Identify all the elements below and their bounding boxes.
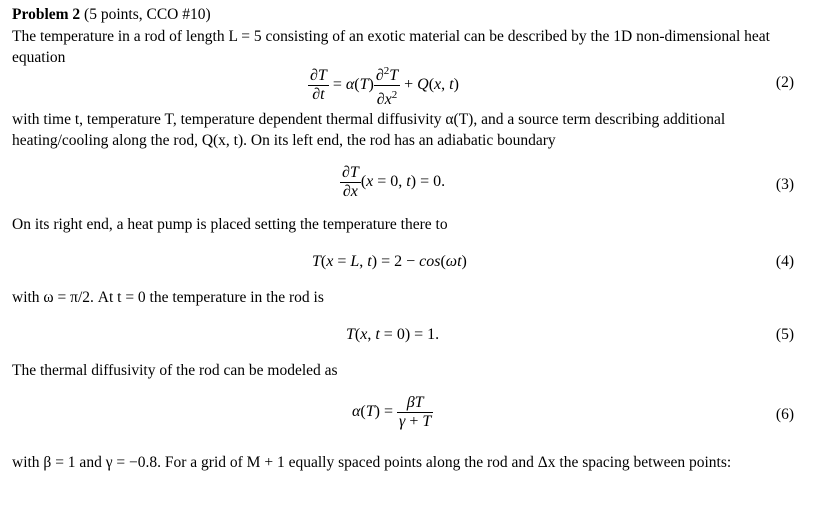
equation-4: [0, 253, 818, 293]
equation-number: (5): [775, 326, 794, 343]
initial-condition: T(x, t = 0) = 1.: [346, 326, 440, 343]
equation-number: (6): [775, 406, 794, 423]
heat-equation: $\frac{\partial T}{\partial t}$ = α(T) $\frac{\partial^2T}{\partial x^2}$ + Q(x, t): [310, 65, 459, 108]
equation-number: (3): [775, 176, 794, 193]
diffusivity-model: α(T) = $\frac{\beta T}{\gamma + T}$: [352, 394, 432, 430]
equation-number: (2): [775, 74, 794, 91]
problem-title: Problem 2: [12, 6, 81, 23]
equation-2: [0, 62, 818, 108]
adiabatic-boundary: $\frac{\partial T}{\partial x}$ (x = 0, t) = 0.: [342, 164, 446, 200]
final-paragraph: with β = 1 and γ = −0.8. For a grid of M + 1 equally spaced points along the rod and Δx the spacing between points:: [12, 454, 732, 471]
omega-paragraph: with ω = π/2. At t = 0 the temperature in the rod is: [12, 289, 324, 306]
equation-6: [0, 394, 818, 434]
intro-paragraph: The temperature in a rod of length L = 5 consisting of an exotic material can be described by the 1D non-dimensional heat equation: [12, 28, 770, 66]
description-paragraph: with time t, temperature T, temperature dependent thermal diffusivity α(T), and a source term describing additional heating/cooling along the rod, Q(x, t). On its left end, the rod has an adiabatic boundary: [12, 111, 726, 149]
problem-heading: [12, 6, 798, 24]
equation-3: [0, 164, 818, 204]
problem-points: (5 points, CCO #10): [80, 6, 211, 23]
equation-number: (4): [775, 253, 794, 270]
right-boundary: T(x = L, t) = 2 − cos(ωt): [312, 253, 467, 270]
right-end-paragraph: On its right end, a heat pump is placed setting the temperature there to: [12, 216, 448, 233]
diffusivity-paragraph: The thermal diffusivity of the rod can be modeled as: [12, 362, 338, 379]
equation-5: [0, 326, 818, 366]
